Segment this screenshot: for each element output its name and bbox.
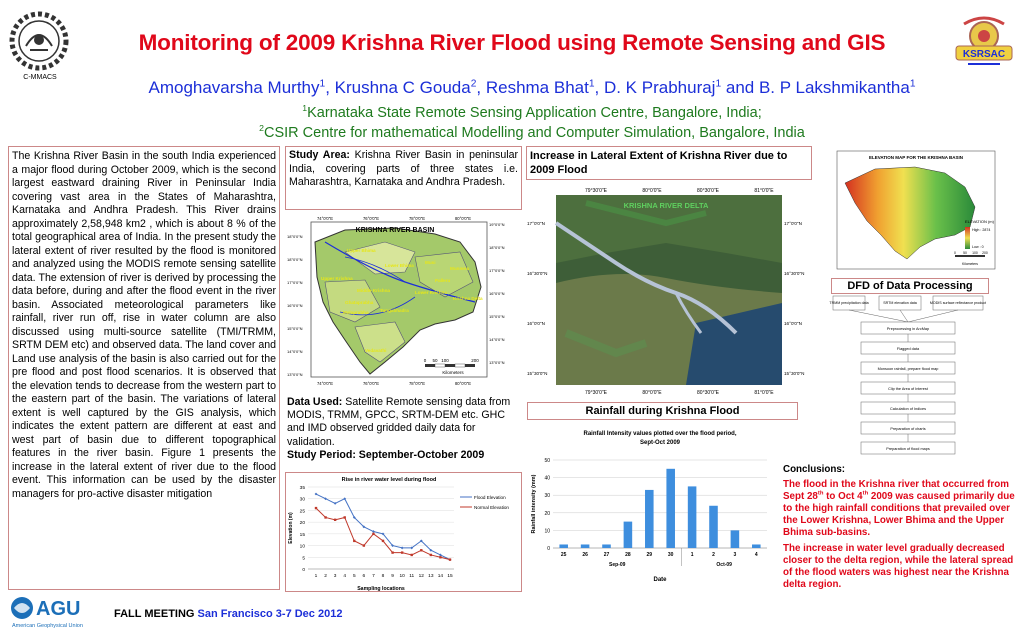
- chart1-ytick: 15: [299, 532, 305, 538]
- chart1-point: [334, 519, 336, 521]
- chart1-point: [401, 547, 404, 550]
- sat-bottom-tick: 80°0'0"E: [642, 390, 662, 396]
- ksrsac-logo: [948, 10, 1020, 76]
- chart1-ytick: 25: [299, 509, 305, 515]
- chart1-point: [344, 516, 346, 518]
- data-used-box: [285, 396, 522, 462]
- chart2-month-label: Oct-09: [716, 562, 732, 568]
- sub-basin-label: Middle Krishna: [357, 288, 390, 293]
- conclusion-1: The flood in the Krishna river that occurred from Sept 28th to Oct 4th 2009 was caused primarily due to the high rainfall conditions that prevailed over the Lower Krishna, Lower Bhima and the Upper Bhima sub-basins.: [783, 479, 1015, 539]
- chart2-ytick: 20: [544, 510, 550, 517]
- sat-right-tick: 16°30'0"N: [784, 271, 805, 276]
- chart2-bar: [709, 506, 718, 548]
- chart1-point: [382, 540, 384, 542]
- sub-basin-label: Lower Krishna: [415, 290, 447, 295]
- chart2-ytick: 10: [544, 528, 550, 535]
- basin-top-tick: 76°0'0"E: [362, 216, 380, 221]
- sub-basin-label: Upper Bhima: [347, 248, 376, 253]
- basin-left-tick: 18°0'0"N: [287, 234, 303, 239]
- sat-top-tick: 79°30'0"E: [585, 188, 607, 194]
- chart1-xtick: 13: [428, 574, 434, 579]
- dfd-box-label: TRMM precipitation data: [829, 301, 869, 305]
- basin-bottom-tick: 74°0'0"E: [316, 381, 334, 386]
- sat-bottom-tick: 79°30'0"E: [585, 390, 607, 396]
- chart2-xtick: 28: [625, 552, 631, 558]
- meeting-label: FALL MEETING: [114, 608, 195, 620]
- chart1-xlabel: Sampling locations: [357, 586, 405, 592]
- basin-right-tick: 17°0'0"N: [489, 268, 505, 273]
- sat-right-tick: 17°0'0"N: [784, 221, 802, 226]
- basin-scale-label: 200: [471, 358, 479, 363]
- meeting-location: San Francisco 3-7 Dec 2012: [197, 608, 343, 620]
- elev-legend-low: Low : 0: [972, 245, 984, 249]
- study-period: Study Period: September-October 2009: [287, 448, 485, 461]
- chart2-xtick: 25: [560, 552, 567, 558]
- chart1-ytick: 30: [299, 497, 305, 503]
- chart2-bar: [581, 544, 590, 548]
- sub-basin-label: Tungabhadra: [380, 308, 409, 313]
- rainfall-chart: [527, 422, 772, 592]
- elev-legend-ramp: [965, 227, 970, 249]
- logo-left-label: C-MMACS: [23, 74, 57, 81]
- chart2-xtick: 27: [603, 552, 610, 558]
- elev-scale-label: 0: [954, 251, 956, 255]
- elev-scale-label: 50: [963, 251, 967, 255]
- basin-right-tick: 15°0'0"N: [489, 314, 505, 319]
- dfd-box-label: Preprocessing in ArcMap: [886, 327, 930, 331]
- basin-right-tick: 19°0'0"N: [489, 222, 505, 227]
- chart1-point: [315, 507, 317, 509]
- rainfall-label: Rainfall during Krishna Flood: [527, 402, 798, 420]
- chart1-ytick: 35: [299, 486, 305, 491]
- chart2-bar: [752, 544, 761, 548]
- chart1-xtick: 1: [314, 574, 318, 579]
- chart2-xtick: 26: [582, 552, 588, 558]
- sub-basin-label: Lower Bhima: [385, 263, 414, 268]
- chart1-point: [372, 533, 374, 535]
- chart1-title: Rise in river water level during flood: [341, 477, 437, 483]
- sat-left-tick: 16°30'0"N: [527, 271, 548, 276]
- author-list: Amoghavarsha Murthy$^1$, Krushna C Gouda$^2$, Reshma Bhat$^1$, D. K Prabhuraj$^1$ and B. P Lakshmikantha$^1$: [148, 78, 916, 97]
- chart1-ytick: 20: [299, 521, 305, 527]
- chart2-month-label: Sep-09: [608, 562, 626, 568]
- basin-top-tick: 74°0'0"E: [316, 216, 334, 221]
- chart1-legend-label: Flood Elevation: [474, 495, 506, 500]
- basin-left-tick: 13°0'0"N: [287, 372, 303, 377]
- dfd-label: DFD of Data Processing: [831, 278, 989, 294]
- chart1-point: [449, 558, 451, 560]
- study-area-label: Study Area:: [289, 149, 350, 161]
- data-used-label: Data Used:: [287, 396, 343, 408]
- krishna-delta-satellite-map: [526, 183, 812, 398]
- chart2-bar: [688, 486, 697, 548]
- dfd-box-label: Calculation of Indices: [889, 407, 927, 411]
- poster-title: Monitoring of 2009 Krishna River Flood using Remote Sensing and GIS: [138, 30, 886, 55]
- chart2-title: Rainfall Intensity values plotted over the flood period,: [583, 431, 737, 437]
- chart1-xtick: 14: [437, 574, 444, 579]
- chart2-bar: [602, 544, 611, 548]
- conclusions: [783, 464, 1019, 594]
- chart2-xtick: 4: [754, 552, 758, 558]
- dfd-box-label: SRTM elevation data: [883, 301, 917, 305]
- sat-left-tick: 15°30'0"N: [527, 371, 548, 376]
- chart1-point: [324, 516, 326, 518]
- study-area-text: Krishna River Basin in peninsular India, covering parts of three states i.e. Maharashtra, Karnataka and Andhra Pradesh.: [289, 149, 519, 188]
- sub-basin-label: Munneru: [450, 266, 470, 271]
- chart1-xtick: 9: [391, 574, 394, 579]
- chart1-xtick: 11: [409, 574, 415, 579]
- dfd-box-label: Clip the Area of Interest: [888, 387, 928, 391]
- chart2-bar: [559, 544, 568, 548]
- dfd-box-label: Flagged data: [896, 347, 920, 351]
- chart1-xtick: 15: [447, 574, 453, 579]
- chart1-xtick: 6: [362, 574, 366, 579]
- sat-left-tick: 16°0'0"N: [527, 321, 545, 326]
- conclusion-2: The increase in water level gradually decreased closer to the delta region, while the lateral spread of the flood waters was highest near the Krishna delta region.: [783, 542, 1014, 590]
- chart1-xtick: 2: [324, 574, 327, 579]
- chart1-point: [439, 556, 441, 558]
- dfd-box-label: Preparation of flood maps: [886, 447, 930, 451]
- chart2-xtick: 3: [733, 552, 737, 558]
- basin-left-tick: 16°0'0"N: [287, 303, 303, 308]
- chart1-series-line: [316, 494, 450, 560]
- chart1-xtick: 12: [418, 574, 424, 579]
- chart1-point: [363, 544, 365, 546]
- sat-bottom-tick: 81°0'0"E: [754, 390, 774, 396]
- basin-scale-label: 100: [441, 358, 449, 363]
- chart2-xtick: 30: [667, 552, 674, 558]
- chart2-ytick: 50: [544, 458, 550, 464]
- basin-left-tick: 17°0'0"N: [287, 280, 303, 285]
- affiliation-2: $^2$CSIR Centre for mathematical Modelling and Computer Simulation, Bangalore, India: [259, 123, 805, 141]
- chart1-legend-label: Normal Elevation: [474, 505, 509, 510]
- sat-right-tick: 15°30'0"N: [784, 371, 805, 376]
- basin-right-tick: 14°0'0"N: [489, 337, 505, 342]
- chart1-xtick: 5: [352, 574, 356, 579]
- affiliation-1: $^1$Karnataka State Remote Sensing Application Centre, Bangalore, India;: [302, 103, 762, 121]
- chart2-xtick: 29: [646, 552, 653, 558]
- svg-text:KSRSAC: KSRSAC: [962, 49, 1006, 60]
- intro-text: The Krishna River Basin in the south India experienced a major flood during October 2009, which is the second largest eastward draining River in Peninsular India covering vast area in the States of Maharashtra, Karnataka and Andhra Pradesh. This River drains approximately 2,58,948 km2 , which is about 8 % of the total geographical area of India. In the present study the lateral extent of river resulted by the flood is monitored and analyzed using the MODIS remote sensing satellite data. The extension of river is derived by processing the data before, during and after the flood event in the river basin. Associated meteorological parameters like rainfall, river run off, rise in water column are also discussed using multi-source satellite (TMI/TRMM, SRTM DEM etc) and observed data. The land cover and Land use analysis of the basin is also carried out for the pre flood and post flood scenarios. It is observed that the elevation tends to decrease from the western part to the eastern part of the basin. The variations of lateral extent is well captured by the GIS analysis, which indicates the extent pattern are different at east and west part of basin due to different topographical features in the river basin. Figure 1 presents the increase in the lateral extent of river due to the flood event. This information can be used by the disaster managers for pro-active disaster mitigation: [8, 146, 280, 590]
- basin-right-tick: 18°0'0"N: [489, 245, 505, 250]
- chart1-ytick: 0: [302, 568, 305, 573]
- krishna-basin-map: [285, 212, 522, 392]
- footer-meeting: [114, 608, 342, 620]
- basin-left-tick: 14°0'0"N: [287, 349, 303, 354]
- sat-top-tick: 80°0'0"E: [642, 188, 662, 194]
- dfd-box-label: MODIS surface reflectance product: [929, 301, 987, 305]
- chart2-bar: [731, 530, 740, 548]
- chart1-point: [353, 540, 355, 542]
- sat-top-tick: 80°30'0"E: [697, 188, 719, 194]
- chart1-xtick: 3: [333, 574, 337, 579]
- basin-left-tick: 15°0'0"N: [287, 326, 303, 331]
- chart1-xtick: 10: [399, 574, 405, 579]
- chart2-bar: [645, 490, 654, 548]
- basin-left-tick: 18°0'0"N: [287, 257, 303, 262]
- sub-basin-label: Upper Krishna: [321, 276, 353, 281]
- sat-top-tick: 81°0'0"E: [754, 188, 774, 194]
- agu-label: AGU: [36, 598, 81, 620]
- dfd-box-label: Preparation of charts: [890, 427, 926, 431]
- chart1-point: [401, 551, 403, 553]
- elev-map-title: ELEVATION MAP FOR THE KRISHNA BASIN: [868, 155, 964, 160]
- chart1-ytick: 10: [299, 544, 305, 550]
- basin-top-tick: 80°0'0"E: [454, 216, 472, 221]
- sub-basin-label: Vedavathi: [365, 348, 387, 353]
- data-used-text: Satellite Remote sensing data from MODIS, TRMM, GPCC, SRTM-DEM etc. GHC and IMD observed gridded daily data for validation.: [287, 396, 511, 448]
- sub-basin-label: Krishna Delta: [453, 296, 483, 301]
- chart1-xtick: 8: [381, 574, 385, 579]
- chart2-xtick: 1: [690, 552, 694, 558]
- chart1-point: [430, 554, 432, 556]
- chart1-xtick: 7: [372, 574, 375, 579]
- basin-right-tick: 13°0'0"N: [489, 360, 505, 365]
- chart2-subtitle: Sept-Oct 2009: [639, 440, 681, 446]
- chart2-ytick: 0: [547, 546, 550, 552]
- basin-bottom-tick: 80°0'0"E: [454, 381, 472, 386]
- chart1-xtick: 4: [343, 574, 347, 579]
- dfd-box-label: Monsoon rainfall, prepare flood map: [877, 367, 939, 371]
- basin-scale-unit: Kilometers: [442, 370, 464, 375]
- elev-legend-title: ELEVATION (m): [965, 219, 994, 224]
- chart2-xlabel: Date: [653, 577, 667, 583]
- sat-right-tick: 16°0'0"N: [784, 321, 802, 326]
- chart1-point: [420, 549, 422, 551]
- elev-legend-high: High : 2874: [972, 228, 991, 232]
- chart1-point: [391, 551, 393, 553]
- conclusions-heading: Conclusions:: [783, 464, 846, 475]
- chart2-bar: [624, 522, 633, 548]
- basin-scale-label: 50: [432, 358, 438, 363]
- sub-basin-label: Musi: [425, 260, 436, 265]
- agu-logo: [8, 594, 110, 630]
- dfd-diagram: [829, 294, 987, 464]
- chart2-ylabel: Rainfall intensity (mm): [531, 474, 537, 534]
- chart2-ytick: 30: [544, 493, 550, 500]
- elev-scale-label: 200: [982, 251, 988, 255]
- basin-scale-label: 0: [423, 358, 427, 363]
- basin-bottom-tick: 78°0'0"E: [408, 381, 426, 386]
- sub-basin-label: Ghataprabha: [345, 300, 374, 305]
- study-area-box: [285, 146, 522, 210]
- basin-bottom-tick: 76°0'0"E: [362, 381, 380, 386]
- sub-basin-label: Malaprabha: [343, 310, 369, 315]
- basin-map-title: KRISHNA RIVER BASIN: [355, 227, 435, 234]
- chart2-xtick: 2: [712, 552, 715, 558]
- delta-label: KRISHNA RIVER DELTA: [623, 201, 709, 210]
- chart2-bar: [666, 469, 675, 548]
- chart1-ytick: 5: [302, 556, 305, 562]
- elev-scale-label: 100: [972, 251, 978, 255]
- sub-basin-label: Palleru: [435, 278, 451, 283]
- chart1-point: [411, 554, 413, 556]
- sat-bottom-tick: 80°30'0"E: [697, 390, 719, 396]
- elevation-map: [815, 143, 1017, 277]
- water-level-chart: [285, 472, 522, 592]
- cmmacs-logo: [8, 10, 70, 72]
- basin-right-tick: 16°0'0"N: [489, 291, 505, 296]
- basin-top-tick: 78°0'0"E: [408, 216, 426, 221]
- sat-left-tick: 17°0'0"N: [527, 221, 545, 226]
- agu-sub: American Geophysical Union: [12, 623, 83, 629]
- chart1-ylabel: Elevation (m): [288, 512, 294, 544]
- chart2-ytick: 40: [544, 475, 550, 482]
- elev-scale-unit: Kilometers: [961, 262, 979, 266]
- increase-extent-title: Increase in Lateral Extent of Krishna River due to 2009 Flood: [526, 146, 812, 180]
